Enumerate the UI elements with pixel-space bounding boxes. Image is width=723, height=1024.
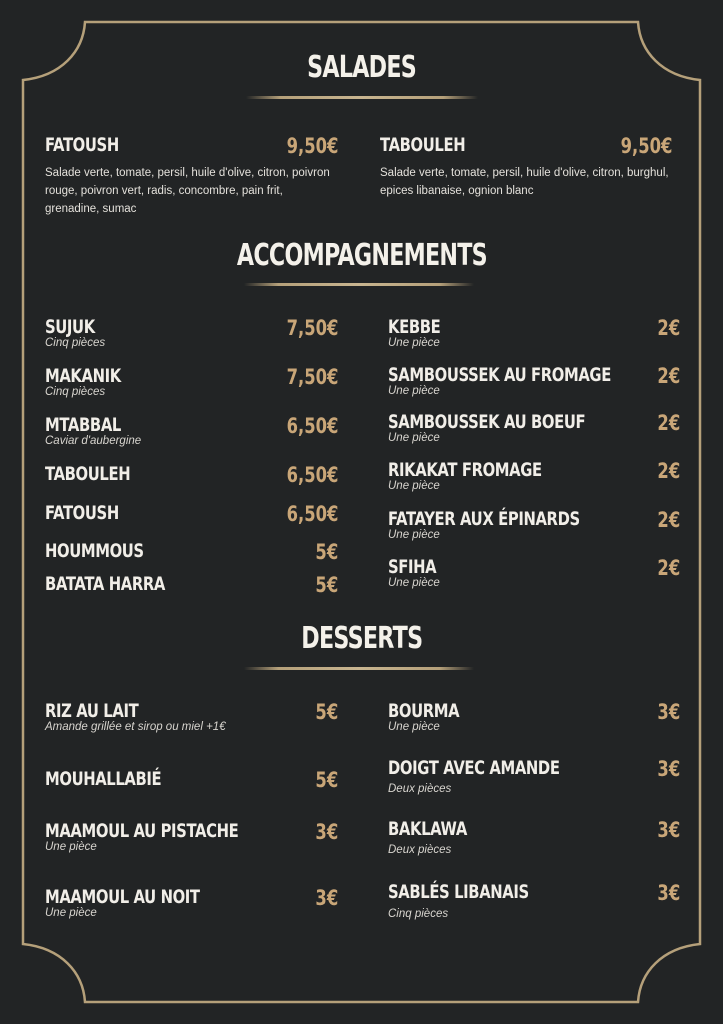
item-name: DOIGT AVEC AMANDE bbox=[388, 757, 560, 779]
item-price: 2€ bbox=[657, 508, 680, 532]
item-subtitle: Amande grillée et sirop ou miel +1€ bbox=[45, 721, 226, 733]
menu-item-doigt-amande bbox=[388, 757, 680, 803]
menu-item-makanik bbox=[45, 365, 338, 405]
item-price: 3€ bbox=[657, 818, 680, 842]
menu-item-tabouleh-salade bbox=[380, 134, 672, 224]
item-name: FATOUSH bbox=[45, 502, 119, 524]
item-subtitle: Une pièce bbox=[388, 721, 440, 733]
menu-item-fatoush bbox=[45, 502, 338, 528]
item-description: Salade verte, tomate, persil, huile d'olive, citron, poivron rouge, poivron vert, radis, concombre, pain frit, grenadine, sumac bbox=[45, 167, 330, 215]
item-price: 7,50€ bbox=[286, 316, 338, 340]
item-subtitle: Une pièce bbox=[45, 907, 97, 919]
menu-item-maamoul-pistache bbox=[45, 820, 338, 860]
item-price: 7,50€ bbox=[286, 365, 338, 389]
item-name: FATOUSH bbox=[45, 134, 119, 156]
menu-item-sables-libanais bbox=[388, 881, 680, 927]
item-subtitle: Une pièce bbox=[388, 385, 440, 397]
item-name: MOUHALLABIÉ bbox=[45, 768, 162, 790]
menu-item-tabouleh bbox=[45, 463, 338, 489]
item-price: 5€ bbox=[315, 700, 338, 724]
menu-item-riz-au-lait bbox=[45, 700, 338, 740]
item-name: SUJUK bbox=[45, 316, 95, 338]
item-price: 9,50€ bbox=[620, 134, 672, 158]
item-name: TABOULEH bbox=[380, 134, 466, 156]
menu-item-mtabbal bbox=[45, 414, 338, 454]
section-divider bbox=[246, 96, 478, 99]
menu-item-maamoul-noit bbox=[45, 886, 338, 926]
section-title-salades: SALADES bbox=[307, 50, 416, 85]
menu-item-samboussek-fromage bbox=[388, 364, 680, 404]
menu-item-hoummous bbox=[45, 540, 338, 566]
menu-item-fatayer-epinards bbox=[388, 508, 680, 548]
item-price: 2€ bbox=[657, 364, 680, 388]
menu-item-baklawa bbox=[388, 818, 680, 864]
section-title-desserts: DESSERTS bbox=[300, 621, 423, 656]
item-name: TABOULEH bbox=[45, 463, 131, 485]
item-subtitle: Deux pièces bbox=[388, 844, 452, 856]
item-price: 6,50€ bbox=[286, 414, 338, 438]
item-name: KEBBE bbox=[388, 316, 441, 338]
item-name: HOUMMOUS bbox=[45, 540, 144, 562]
item-price: 2€ bbox=[657, 556, 680, 580]
item-name: SAMBOUSSEK AU FROMAGE bbox=[388, 364, 611, 386]
item-price: 3€ bbox=[657, 881, 680, 905]
item-price: 9,50€ bbox=[286, 134, 338, 158]
item-name: MTABBAL bbox=[45, 414, 121, 436]
item-subtitle: Cinq pièces bbox=[388, 908, 449, 920]
item-subtitle: Cinq pièces bbox=[45, 337, 106, 349]
item-name: SABLÉS LIBANAIS bbox=[388, 881, 529, 903]
item-subtitle: Une pièce bbox=[388, 432, 440, 444]
section-divider bbox=[244, 667, 474, 670]
item-price: 3€ bbox=[315, 886, 338, 910]
item-subtitle: Une pièce bbox=[45, 841, 97, 853]
menu-item-samboussek-boeuf bbox=[388, 411, 680, 451]
item-name: BAKLAWA bbox=[388, 818, 467, 840]
item-name: RIZ AU LAIT bbox=[45, 700, 139, 722]
item-subtitle: Cinq pièces bbox=[45, 386, 106, 398]
item-name: SFIHA bbox=[388, 556, 437, 578]
menu-item-rikakat-fromage bbox=[388, 459, 680, 499]
item-name: BOURMA bbox=[388, 700, 460, 722]
item-price: 3€ bbox=[657, 700, 680, 724]
menu-item-kebbe bbox=[388, 316, 680, 356]
item-price: 2€ bbox=[657, 316, 680, 340]
item-price: 6,50€ bbox=[286, 502, 338, 526]
item-price: 3€ bbox=[315, 820, 338, 844]
item-name: MAAMOUL AU PISTACHE bbox=[45, 820, 239, 842]
item-price: 5€ bbox=[315, 573, 338, 597]
menu-item-bourma bbox=[388, 700, 680, 740]
menu-item-fatoush-salade bbox=[45, 134, 338, 224]
item-name: RIKAKAT FROMAGE bbox=[388, 459, 542, 481]
item-subtitle: Une pièce bbox=[388, 480, 440, 492]
item-price: 3€ bbox=[657, 757, 680, 781]
item-subtitle: Une pièce bbox=[388, 337, 440, 349]
item-name: SAMBOUSSEK AU BOEUF bbox=[388, 411, 586, 433]
item-price: 2€ bbox=[657, 459, 680, 483]
item-subtitle: Une pièce bbox=[388, 577, 440, 589]
menu-item-batata-harra bbox=[45, 573, 338, 599]
menu-item-sfiha bbox=[388, 556, 680, 596]
item-price: 5€ bbox=[315, 768, 338, 792]
item-name: MAKANIK bbox=[45, 365, 121, 387]
item-name: BATATA HARRA bbox=[45, 573, 165, 595]
item-description: Salade verte, tomate, persil, huile d'olive, citron, burghul, epices libanaise, ognion blanc bbox=[380, 167, 669, 197]
menu-item-mouhallabie bbox=[45, 768, 338, 794]
menu-item-sujuk bbox=[45, 316, 338, 356]
item-subtitle: Caviar d'aubergine bbox=[45, 435, 142, 447]
item-price: 2€ bbox=[657, 411, 680, 435]
item-subtitle: Deux pièces bbox=[388, 783, 452, 795]
section-title-accompagnements: ACCOMPAGNEMENTS bbox=[236, 238, 487, 273]
item-name: MAAMOUL AU NOIT bbox=[45, 886, 200, 908]
item-price: 5€ bbox=[315, 540, 338, 564]
item-price: 6,50€ bbox=[286, 463, 338, 487]
item-subtitle: Une pièce bbox=[388, 529, 440, 541]
section-divider bbox=[244, 283, 474, 286]
item-name: FATAYER AUX ÉPINARDS bbox=[388, 508, 580, 530]
